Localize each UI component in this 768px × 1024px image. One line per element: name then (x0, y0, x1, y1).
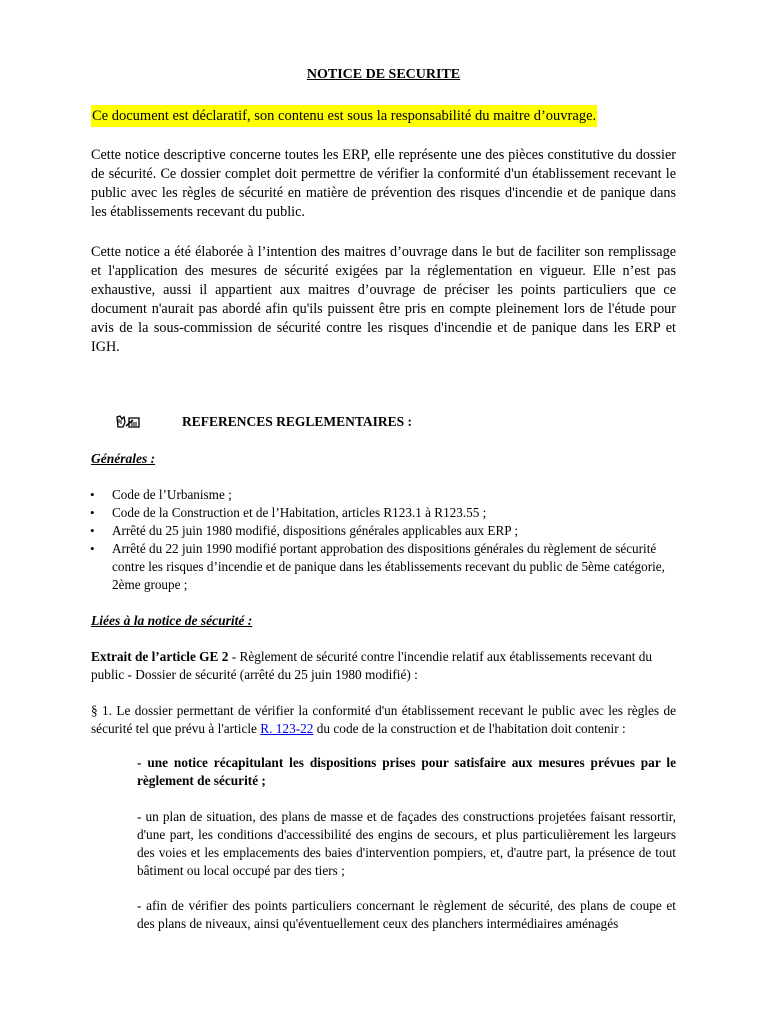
page-title: NOTICE DE SECURITE (306, 67, 461, 82)
article-title: Extrait de l’article GE 2 (91, 649, 229, 664)
highlighted-disclaimer-text: Ce document est déclaratif, son contenu est sous la responsabilité du maitre d’ouvrage. (91, 105, 597, 127)
list-item: • Arrêté du 25 juin 1980 modifié, dispositions générales applicables aux ERP ; (91, 522, 676, 540)
list-item: • Arrêté du 22 juin 1990 modifié portant approbation des dispositions générales du règlement de sécurité contre les risques d’incendie et de panique dans les établissements recevant du public de 5ème catégorie, 2ème groupe ; (91, 540, 676, 594)
liees-subheading: Liées à la notice de sécurité : (91, 613, 253, 628)
references-heading-text: REFERENCES REGLEMENTAIRES : (182, 414, 413, 429)
generales-list (91, 486, 676, 594)
requirement-item-notice: - une notice récapitulant les dispositions prises pour satisfaire aux mesures prévues par le règlement de sécurité ; (137, 755, 676, 788)
article-extract (91, 648, 676, 684)
list-item: • Code de l’Urbanisme ; (91, 486, 676, 504)
references-heading (115, 414, 412, 430)
requirement-item-sections: - afin de vérifier des points particuliers concernant le règlement de sécurité, des plans de coupe et des plans de niveaux, ainsi qu'éventuellement ceux des planchers intermédiaires aménagés (137, 898, 676, 931)
article-description: - Règlement de sécurité contre l'incendie relatif aux établissements recevant du public - Dossier de sécurité (arrêté du 25 juin 1980 modifié) : (91, 649, 653, 682)
section-text-after: du code de la construction et de l'habitation doit contenir : (313, 721, 626, 736)
section-paragraph (91, 702, 676, 738)
requirement-item-plans: - un plan de situation, des plans de masse et de façades des constructions projetées faisant ressortir, d'une part, les conditions d'accessibilité des engins de secours, et plus particulièrement les largeurs des voies et les emplacements des baies d'intervention pompiers, et, d'autre part, la présence de tout bâtiment ou local occupé par des tiers ; (137, 809, 676, 878)
disclaimer (91, 105, 597, 127)
generales-subheading: Générales : (91, 451, 156, 466)
writing-hand-icon (115, 414, 141, 430)
purpose-paragraph: Cette notice a été élaborée à l’intention des maitres d’ouvrage dans le but de faciliter son remplissage et l'application des mesures de sécurité exigées par la réglementation en vigueur. Elle n’est pas exhaustive, aussi il appartient aux maitres d’ouvrage de préciser les points particuliers que ce document n'aurait pas abordé afin qu'ils puissent être pris en compte pleinement lors de l'étude pour avis de la sous-commission de sécurité contre les risques d'incendie et de panique dans les ERP et IGH. (91, 244, 676, 355)
section-text-before: § 1. Le dossier permettant de vérifier la conformité d'un établissement recevant le public avec les règles de sécurité tel que prévu à l'article (91, 703, 676, 736)
article-r123-22-link[interactable]: R. 123-22 (260, 721, 314, 736)
intro-paragraph: Cette notice descriptive concerne toutes les ERP, elle représente une des pièces constitutive du dossier de sécurité. Ce dossier complet doit permettre de vérifier la conformité d'un établissement recevant le public avec les règles de sécurité en matière de prévention des risques d'incendie et de panique dans les établissements recevant du public. (91, 147, 676, 220)
list-item: • Code de la Construction et de l’Habitation, articles R123.1 à R123.55 ; (91, 504, 676, 522)
